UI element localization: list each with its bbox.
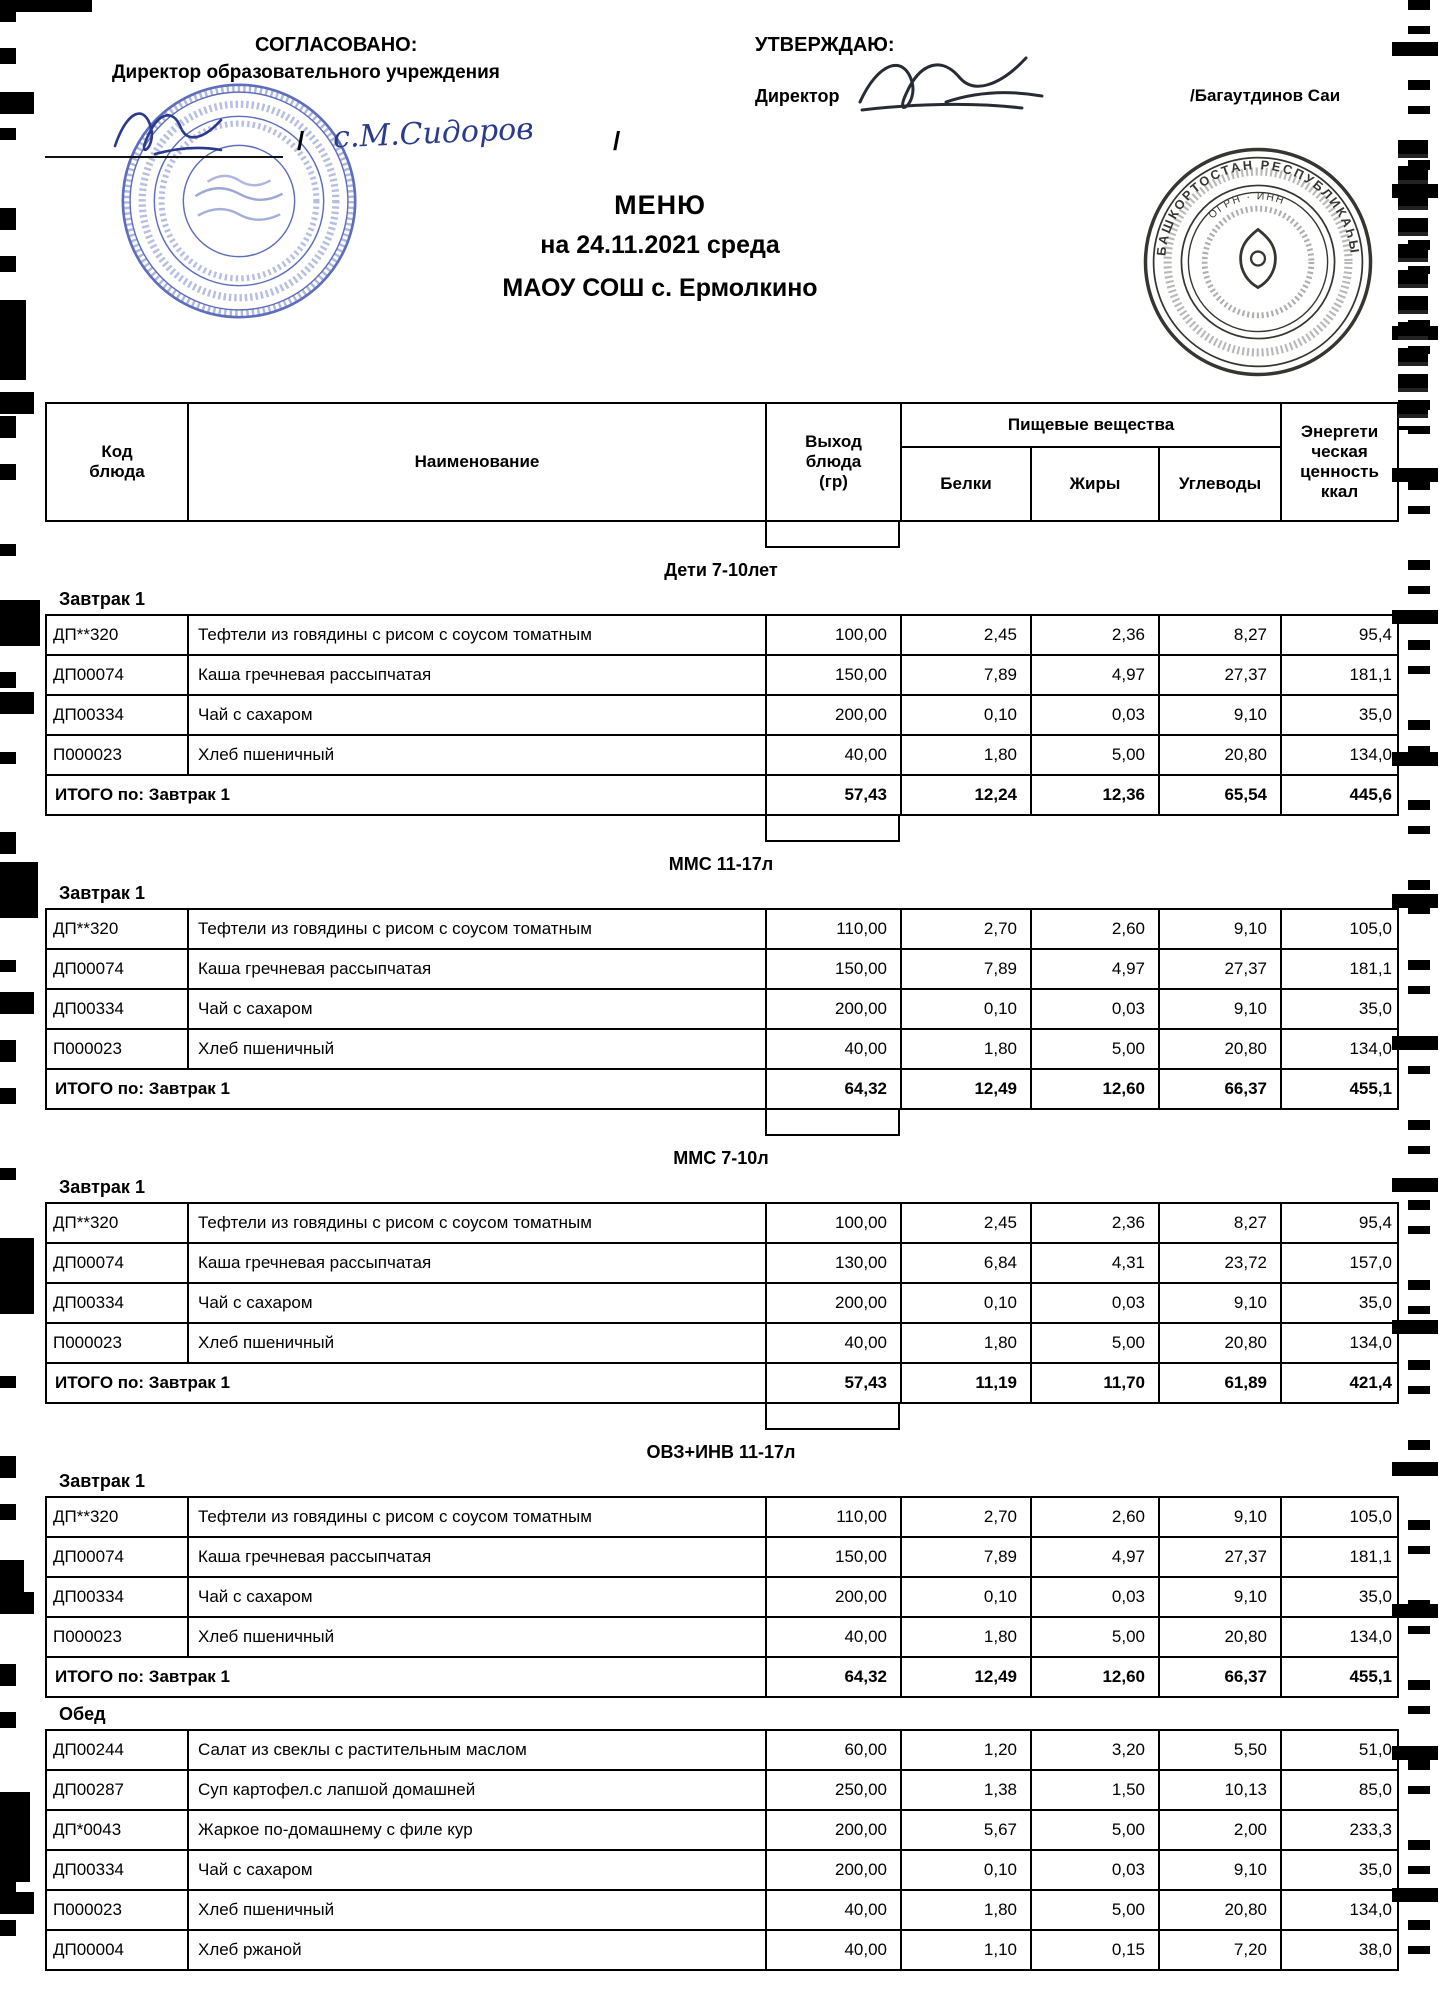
dish-code: ДП00074 — [46, 655, 188, 695]
dish-out: 60,00 — [766, 1730, 901, 1770]
dish-kcal: 85,0 — [1281, 1770, 1398, 1810]
dish-fat: 0,03 — [1031, 1577, 1159, 1617]
dish-kcal: 38,0 — [1281, 1930, 1398, 1970]
dish-out: 200,00 — [766, 1577, 901, 1617]
dish-kcal: 181,1 — [1281, 1537, 1398, 1577]
approve-label: УТВЕРЖДАЮ: — [755, 34, 895, 56]
dish-code: ДП00004 — [46, 1930, 188, 1970]
dish-code: ДП**320 — [46, 1497, 188, 1537]
dish-code: ДП**320 — [46, 909, 188, 949]
meal-label: Завтрак 1 — [59, 883, 145, 903]
dish-fat: 2,60 — [1031, 1497, 1159, 1537]
approve-name: /Багаутдинов Саи — [1190, 86, 1341, 105]
dish-kcal: 157,0 — [1281, 1243, 1398, 1283]
meal-label: Завтрак 1 — [59, 589, 145, 609]
dish-code: ДП00287 — [46, 1770, 188, 1810]
dish-carbs: 27,37 — [1159, 655, 1281, 695]
total-carbs: 61,89 — [1159, 1363, 1281, 1403]
dish-code: П000023 — [46, 1323, 188, 1363]
dish-code: ДП00334 — [46, 1850, 188, 1890]
dish-protein: 6,84 — [901, 1243, 1031, 1283]
dish-row — [46, 989, 1398, 1029]
dish-name: Тефтели из говядины с рисом с соусом томатным — [188, 1203, 766, 1243]
stamp-inner-text: ОГРН · ИНН — [1206, 191, 1287, 222]
section-title: ОВЗ+ИНВ 11-17л — [646, 1442, 796, 1462]
dish-out: 150,00 — [766, 949, 901, 989]
signature-squiggle-right-icon — [850, 44, 1120, 130]
dish-name: Тефтели из говядины с рисом с соусом томатным — [188, 1497, 766, 1537]
dish-carbs: 20,80 — [1159, 1890, 1281, 1930]
total-row — [46, 775, 1398, 815]
dish-protein: 0,10 — [901, 1283, 1031, 1323]
agreed-role: Директор образовательного учреждения — [112, 62, 500, 83]
dish-kcal: 233,3 — [1281, 1810, 1398, 1850]
col-header-protein: Белки — [901, 447, 1031, 521]
dish-row — [46, 655, 1398, 695]
dish-row — [46, 949, 1398, 989]
dish-protein: 1,80 — [901, 1029, 1031, 1069]
dish-name: Каша гречневая рассыпчатая — [188, 949, 766, 989]
title-block — [380, 190, 940, 303]
dish-protein: 2,70 — [901, 1497, 1031, 1537]
dish-carbs: 23,72 — [1159, 1243, 1281, 1283]
dish-fat: 5,00 — [1031, 1323, 1159, 1363]
dish-row — [46, 1810, 1398, 1850]
dish-out: 250,00 — [766, 1770, 901, 1810]
dish-fat: 4,31 — [1031, 1243, 1159, 1283]
dish-protein: 2,45 — [901, 1203, 1031, 1243]
total-protein: 12,24 — [901, 775, 1031, 815]
dish-row — [46, 1617, 1398, 1657]
dish-carbs: 5,50 — [1159, 1730, 1281, 1770]
col-header-nutrients: Пищевые вещества — [901, 403, 1281, 447]
scan-artifact-right — [1392, 0, 1444, 2000]
dish-kcal: 181,1 — [1281, 655, 1398, 695]
dish-kcal: 35,0 — [1281, 1283, 1398, 1323]
dish-fat: 0,03 — [1031, 695, 1159, 735]
dish-out: 200,00 — [766, 1810, 901, 1850]
out-column-gap-box — [765, 816, 900, 842]
dish-fat: 4,97 — [1031, 655, 1159, 695]
dish-carbs: 9,10 — [1159, 1850, 1281, 1890]
dish-name: Суп картофел.с лапшой домашней — [188, 1770, 766, 1810]
dish-fat: 4,97 — [1031, 949, 1159, 989]
dish-row — [46, 909, 1398, 949]
dish-kcal: 134,0 — [1281, 1323, 1398, 1363]
dish-code: ДП00334 — [46, 695, 188, 735]
meal-label: Завтрак 1 — [59, 1177, 145, 1197]
dish-row — [46, 1890, 1398, 1930]
dish-fat: 2,36 — [1031, 1203, 1159, 1243]
dish-carbs: 9,10 — [1159, 1577, 1281, 1617]
dish-fat: 2,60 — [1031, 909, 1159, 949]
dish-out: 40,00 — [766, 735, 901, 775]
dish-carbs: 20,80 — [1159, 735, 1281, 775]
menu-rows-table — [45, 1496, 1399, 1698]
dish-protein: 0,10 — [901, 695, 1031, 735]
dish-out: 200,00 — [766, 1850, 901, 1890]
scan-artifact-blob — [0, 600, 40, 646]
col-header-name: Наименование — [188, 403, 766, 521]
dish-out: 100,00 — [766, 615, 901, 655]
meal-label: Завтрак 1 — [59, 1471, 145, 1491]
total-fat: 12,60 — [1031, 1657, 1159, 1697]
dish-kcal: 134,0 — [1281, 1029, 1398, 1069]
scan-artifact-blob — [0, 862, 38, 918]
dish-out: 150,00 — [766, 655, 901, 695]
dish-kcal: 134,0 — [1281, 1890, 1398, 1930]
dish-fat: 2,36 — [1031, 615, 1159, 655]
dish-fat: 5,00 — [1031, 1617, 1159, 1657]
dish-fat: 0,03 — [1031, 989, 1159, 1029]
dish-out: 200,00 — [766, 695, 901, 735]
dish-name: Каша гречневая рассыпчатая — [188, 655, 766, 695]
dish-kcal: 51,0 — [1281, 1730, 1398, 1770]
scan-artifact-blob — [0, 300, 26, 380]
section-title: ММС 11-17л — [668, 854, 774, 874]
dish-name: Каша гречневая рассыпчатая — [188, 1243, 766, 1283]
slash-open: / — [297, 126, 305, 156]
dish-carbs: 27,37 — [1159, 949, 1281, 989]
dish-kcal: 105,0 — [1281, 1497, 1398, 1537]
dish-kcal: 95,4 — [1281, 1203, 1398, 1243]
dish-name: Хлеб пшеничный — [188, 1890, 766, 1930]
dish-protein: 1,80 — [901, 1617, 1031, 1657]
dish-protein: 2,70 — [901, 909, 1031, 949]
dish-protein: 2,45 — [901, 615, 1031, 655]
menu-date: на 24.11.2021 среда — [540, 231, 780, 259]
total-out: 64,32 — [766, 1069, 901, 1109]
dish-fat: 1,50 — [1031, 1770, 1159, 1810]
dish-protein: 0,10 — [901, 1850, 1031, 1890]
col-header-energy: Энергети ческая ценность ккал — [1281, 403, 1398, 521]
total-carbs: 66,37 — [1159, 1069, 1281, 1109]
dish-fat: 5,00 — [1031, 1029, 1159, 1069]
dish-protein: 0,10 — [901, 1577, 1031, 1617]
dish-out: 200,00 — [766, 1283, 901, 1323]
total-out: 64,32 — [766, 1657, 901, 1697]
total-fat: 12,60 — [1031, 1069, 1159, 1109]
dish-protein: 0,10 — [901, 989, 1031, 1029]
dish-out: 130,00 — [766, 1243, 901, 1283]
dish-code: ДП**320 — [46, 1203, 188, 1243]
dish-name: Чай с сахаром — [188, 1850, 766, 1890]
dish-row — [46, 1537, 1398, 1577]
dish-out: 110,00 — [766, 1497, 901, 1537]
dish-row — [46, 615, 1398, 655]
dish-protein: 1,80 — [901, 735, 1031, 775]
dish-name: Жаркое по-домашнему с филе кур — [188, 1810, 766, 1850]
dish-row — [46, 1203, 1398, 1243]
total-protein: 12,49 — [901, 1657, 1031, 1697]
total-kcal: 445,6 — [1281, 775, 1398, 815]
dish-name: Каша гречневая рассыпчатая — [188, 1537, 766, 1577]
total-label: ИТОГО по: Завтрак 1 — [46, 775, 766, 815]
dish-carbs: 20,80 — [1159, 1617, 1281, 1657]
col-header-carbs: Углеводы — [1159, 447, 1281, 521]
total-out: 57,43 — [766, 1363, 901, 1403]
dish-code: ДП**320 — [46, 615, 188, 655]
dish-code: ДП00244 — [46, 1730, 188, 1770]
menu-rows-table — [45, 614, 1399, 816]
total-row — [46, 1069, 1398, 1109]
scan-artifact-left — [0, 0, 34, 2000]
menu-rows-table — [45, 908, 1399, 1110]
scan-artifact-right-heavy — [1398, 140, 1428, 430]
agreed-signature-name: с.М.Сидоров — [332, 111, 535, 156]
dish-fat: 3,20 — [1031, 1730, 1159, 1770]
total-protein: 12,49 — [901, 1069, 1031, 1109]
dish-code: П000023 — [46, 1029, 188, 1069]
dish-code: П000023 — [46, 1617, 188, 1657]
dish-protein: 7,89 — [901, 655, 1031, 695]
total-protein: 11,19 — [901, 1363, 1031, 1403]
dish-fat: 4,97 — [1031, 1537, 1159, 1577]
dish-name: Тефтели из говядины с рисом с соусом томатным — [188, 909, 766, 949]
total-fat: 12,36 — [1031, 775, 1159, 815]
scan-artifact-blob — [0, 1560, 24, 1600]
dish-code: ДП00334 — [46, 1283, 188, 1323]
dish-out: 40,00 — [766, 1890, 901, 1930]
meal-label: Обед — [59, 1704, 106, 1724]
total-label: ИТОГО по: Завтрак 1 — [46, 1657, 766, 1697]
dish-kcal: 35,0 — [1281, 989, 1398, 1029]
dish-row — [46, 1243, 1398, 1283]
dish-code: ДП*0043 — [46, 1810, 188, 1850]
dish-out: 40,00 — [766, 1617, 901, 1657]
dish-row — [46, 1497, 1398, 1537]
dish-carbs: 20,80 — [1159, 1323, 1281, 1363]
dish-code: ДП00074 — [46, 1537, 188, 1577]
out-column-gap-box — [765, 1110, 900, 1136]
col-header-fat: Жиры — [1031, 447, 1159, 521]
dish-fat: 0,03 — [1031, 1850, 1159, 1890]
dish-name: Хлеб пшеничный — [188, 1617, 766, 1657]
total-row — [46, 1657, 1398, 1697]
slash-close: / — [613, 126, 621, 156]
dish-protein: 1,80 — [901, 1890, 1031, 1930]
dish-out: 150,00 — [766, 1537, 901, 1577]
dark-round-stamp — [1142, 146, 1374, 378]
menu-rows-table — [45, 1202, 1399, 1404]
dish-carbs: 10,13 — [1159, 1770, 1281, 1810]
agreed-label: СОГЛАСОВАНО: — [255, 34, 418, 56]
dish-protein: 7,89 — [901, 949, 1031, 989]
dish-kcal: 35,0 — [1281, 695, 1398, 735]
dish-protein: 1,20 — [901, 1730, 1031, 1770]
dish-code: ДП00074 — [46, 1243, 188, 1283]
dish-fat: 0,03 — [1031, 1283, 1159, 1323]
dish-out: 200,00 — [766, 989, 901, 1029]
menu-table — [45, 402, 1397, 1971]
dish-out: 40,00 — [766, 1930, 901, 1970]
dish-carbs: 20,80 — [1159, 1029, 1281, 1069]
dish-kcal: 35,0 — [1281, 1577, 1398, 1617]
dish-code: П000023 — [46, 735, 188, 775]
menu-rows-table — [45, 1729, 1399, 1971]
total-fat: 11,70 — [1031, 1363, 1159, 1403]
dish-protein: 5,67 — [901, 1810, 1031, 1850]
dish-code: ДП00334 — [46, 1577, 188, 1617]
dish-carbs: 8,27 — [1159, 615, 1281, 655]
dish-row — [46, 1730, 1398, 1770]
total-label: ИТОГО по: Завтрак 1 — [46, 1363, 766, 1403]
dish-name: Салат из свеклы с растительным маслом — [188, 1730, 766, 1770]
dish-protein: 1,10 — [901, 1930, 1031, 1970]
total-out: 57,43 — [766, 775, 901, 815]
dish-protein: 1,80 — [901, 1323, 1031, 1363]
dish-fat: 5,00 — [1031, 735, 1159, 775]
dish-row — [46, 1029, 1398, 1069]
dish-out: 40,00 — [766, 1323, 901, 1363]
dish-name: Хлеб пшеничный — [188, 1029, 766, 1069]
total-label: ИТОГО по: Завтрак 1 — [46, 1069, 766, 1109]
dish-name: Чай с сахаром — [188, 1577, 766, 1617]
dish-code: ДП00334 — [46, 989, 188, 1029]
dish-row — [46, 735, 1398, 775]
total-carbs: 66,37 — [1159, 1657, 1281, 1697]
dish-carbs: 9,10 — [1159, 1283, 1281, 1323]
dish-out: 40,00 — [766, 1029, 901, 1069]
dish-code: П000023 — [46, 1890, 188, 1930]
dish-fat: 0,15 — [1031, 1930, 1159, 1970]
dish-kcal: 105,0 — [1281, 909, 1398, 949]
total-row — [46, 1363, 1398, 1403]
total-carbs: 65,54 — [1159, 775, 1281, 815]
dish-protein: 7,89 — [901, 1537, 1031, 1577]
approve-role: Директор — [755, 86, 840, 106]
dish-fat: 5,00 — [1031, 1810, 1159, 1850]
col-header-out: Выход блюда (гр) — [766, 403, 901, 521]
total-kcal: 455,1 — [1281, 1069, 1398, 1109]
dish-carbs: 9,10 — [1159, 1497, 1281, 1537]
dish-protein: 1,38 — [901, 1770, 1031, 1810]
menu-sections — [45, 560, 1397, 1971]
dish-row — [46, 1577, 1398, 1617]
dish-fat: 5,00 — [1031, 1890, 1159, 1930]
signature-line — [45, 156, 283, 158]
dish-name: Чай с сахаром — [188, 1283, 766, 1323]
total-kcal: 455,1 — [1281, 1657, 1398, 1697]
scan-artifact-blob — [0, 1792, 30, 1882]
dish-kcal: 95,4 — [1281, 615, 1398, 655]
dish-carbs: 9,10 — [1159, 989, 1281, 1029]
dish-row — [46, 1850, 1398, 1890]
dish-name: Хлеб ржаной — [188, 1930, 766, 1970]
dish-carbs: 9,10 — [1159, 695, 1281, 735]
dish-name: Чай с сахаром — [188, 989, 766, 1029]
dish-name: Тефтели из говядины с рисом с соусом томатным — [188, 615, 766, 655]
dish-carbs: 8,27 — [1159, 1203, 1281, 1243]
out-column-gap-box — [765, 522, 900, 548]
dish-out: 100,00 — [766, 1203, 901, 1243]
dish-code: ДП00074 — [46, 949, 188, 989]
dish-name: Хлеб пшеничный — [188, 735, 766, 775]
stamp-ring-text: БАШКОРТОСТАН РЕСПУБЛИКАҺЫ — [1153, 157, 1363, 257]
dish-kcal: 181,1 — [1281, 949, 1398, 989]
menu-table-header — [45, 402, 1399, 522]
dish-row — [46, 1323, 1398, 1363]
dish-carbs: 2,00 — [1159, 1810, 1281, 1850]
dish-out: 110,00 — [766, 909, 901, 949]
section-title: Дети 7-10лет — [664, 560, 778, 580]
dish-kcal: 134,0 — [1281, 735, 1398, 775]
agreed-signature-block — [45, 112, 705, 182]
school-name: МАОУ СОШ с. Ермолкино — [502, 274, 818, 302]
dish-row — [46, 1283, 1398, 1323]
dish-carbs: 9,10 — [1159, 909, 1281, 949]
menu-title: МЕНЮ — [614, 190, 706, 220]
scan-artifact-topbar — [0, 0, 92, 12]
dish-row — [46, 1930, 1398, 1970]
section-title: ММС 7-10л — [673, 1148, 769, 1168]
scan-artifact-blob — [0, 1238, 34, 1308]
out-column-gap-box — [765, 1404, 900, 1430]
dish-kcal: 134,0 — [1281, 1617, 1398, 1657]
total-kcal: 421,4 — [1281, 1363, 1398, 1403]
dish-name: Чай с сахаром — [188, 695, 766, 735]
dish-row — [46, 695, 1398, 735]
dish-kcal: 35,0 — [1281, 1850, 1398, 1890]
dish-carbs: 7,20 — [1159, 1930, 1281, 1970]
col-header-code: Код блюда — [46, 403, 188, 521]
dish-name: Хлеб пшеничный — [188, 1323, 766, 1363]
dish-carbs: 27,37 — [1159, 1537, 1281, 1577]
dish-row — [46, 1770, 1398, 1810]
